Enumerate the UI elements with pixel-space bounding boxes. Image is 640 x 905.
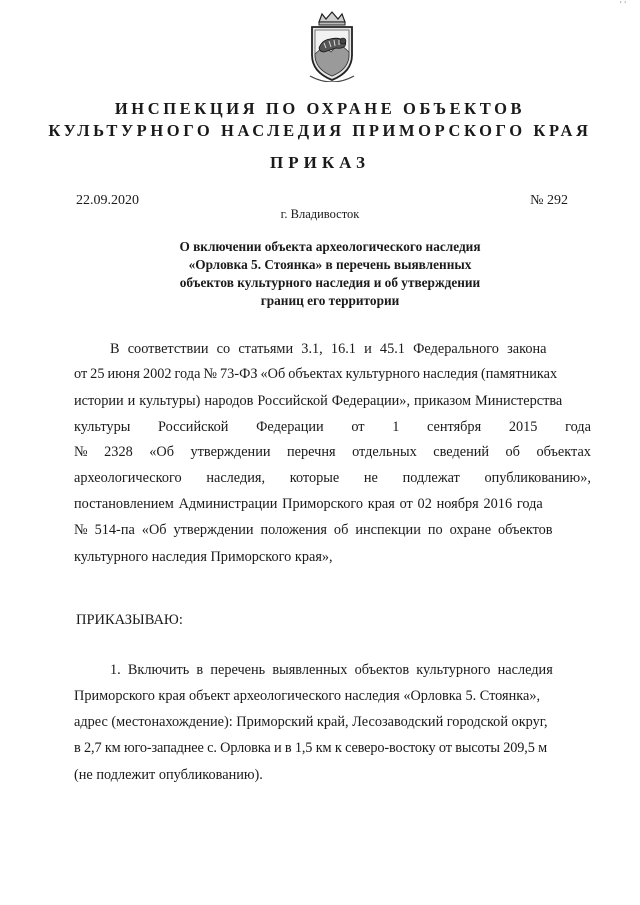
point-line: в 2,7 км юго-западнее с. Орловка и в 1,5 км к северо-востоку от высоты 209,5 м: [74, 740, 548, 756]
point-line: адрес (местонахождение): Приморский край, Лесозаводский городской округ,: [74, 714, 548, 730]
scan-mark: ' ': [619, 0, 626, 11]
preamble-line: культурного наследия Приморского края»,: [74, 549, 333, 565]
point-line: 1. Включить в перечень выявленных объектов культурного наследия: [110, 662, 553, 678]
word: утверждении: [190, 444, 271, 460]
preamble-line: истории и культуры) народов Российской Федерации», приказом Министерства: [74, 393, 563, 409]
order-city: г. Владивосток: [280, 207, 360, 221]
word: года: [565, 419, 591, 435]
word: перечня: [287, 444, 336, 460]
preamble-line: В соответствии со статьями 3.1, 16.1 и 45.1 Федерального закона: [110, 341, 547, 357]
word: №: [74, 444, 88, 460]
word: опубликованию»,: [484, 470, 591, 486]
word: сведений: [433, 444, 490, 460]
point-line: Приморского края объект археологического наследия «Орловка 5. Стоянка»,: [74, 688, 541, 704]
order-number: № 292: [530, 193, 568, 208]
word: подлежат: [402, 470, 460, 486]
order-title: ПРИКАЗ: [270, 153, 370, 172]
subject-line: объектов культурного наследия и об утверждении: [179, 275, 481, 290]
word: «Об: [149, 444, 174, 460]
word: наследия,: [206, 470, 266, 486]
word: Российской: [158, 419, 229, 435]
order-date: 22.09.2020: [76, 193, 139, 208]
word: 2328: [104, 444, 133, 460]
word: 2015: [508, 419, 538, 435]
tiger-coat-of-arms-icon: [302, 10, 362, 82]
word: Федерации: [256, 419, 324, 435]
word: которые: [289, 470, 340, 486]
word: об: [505, 444, 520, 460]
word: культуры: [74, 419, 131, 435]
point-line: (не подлежит опубликованию).: [74, 767, 263, 783]
ordering-word: ПРИКАЗЫВАЮ:: [76, 612, 183, 628]
preamble-line-justified: [74, 444, 591, 461]
word: от: [351, 419, 365, 435]
order-subject: [120, 238, 540, 310]
authority-name-line1: ИНСПЕКЦИЯ ПО ОХРАНЕ ОБЪЕКТОВ: [114, 99, 526, 118]
preamble-line-justified: [74, 419, 591, 436]
preamble-line: от 25 июня 2002 года № 73-ФЗ «Об объектах культурного наследия (памятниках: [74, 366, 558, 382]
word: 1: [392, 419, 400, 435]
preamble-line: № 514-па «Об утверждении положения об инспекции по охране объектов: [74, 522, 553, 538]
preamble-line: постановлением Администрации Приморского края от 02 ноября 2016 года: [74, 496, 543, 512]
word: сентября: [427, 419, 482, 435]
word: не: [363, 470, 378, 486]
preamble-line-justified: [74, 470, 591, 487]
word: отдельных: [352, 444, 417, 460]
subject-line: О включении объекта археологического наследия: [179, 239, 481, 254]
subject-line: границ его территории: [260, 293, 400, 308]
authority-name-line2: КУЛЬТУРНОГО НАСЛЕДИЯ ПРИМОРСКОГО КРАЯ: [48, 121, 592, 140]
word: археологического: [74, 470, 182, 486]
word: объектах: [536, 444, 591, 460]
subject-line: «Орловка 5. Стоянка» в перечень выявленных: [188, 257, 472, 272]
